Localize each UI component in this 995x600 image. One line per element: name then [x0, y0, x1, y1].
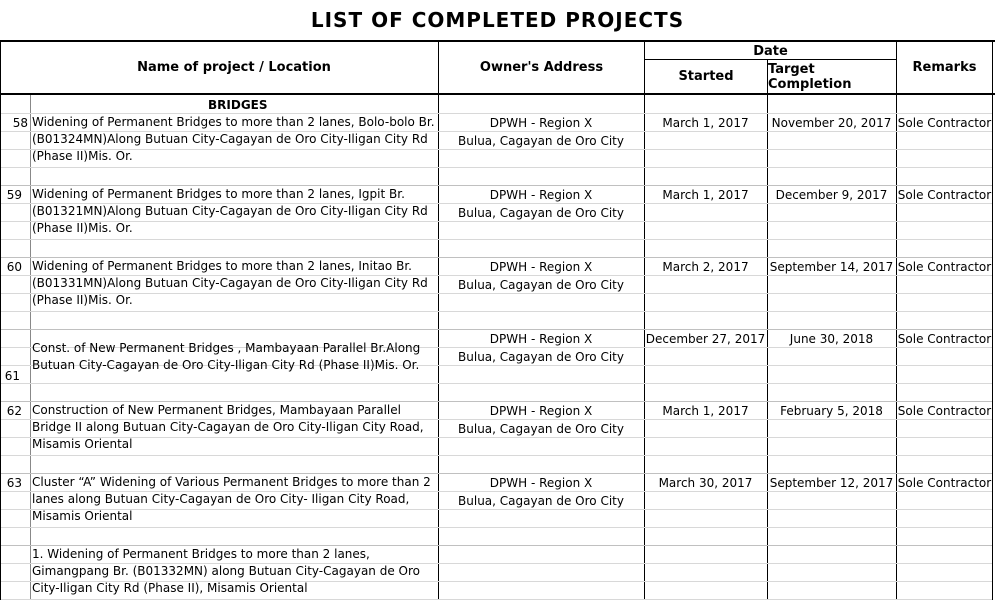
- header-target: Target Completion: [768, 61, 852, 92]
- grid-row-line: [1, 455, 992, 456]
- header-date: Date: [753, 43, 788, 59]
- remarks: Sole Contractor: [897, 404, 992, 418]
- target-date: December 9, 2017: [775, 188, 888, 202]
- remarks: Sole Contractor: [897, 260, 992, 274]
- header-started: Started: [678, 69, 734, 84]
- project-name: Widening of Permanent Bridges to more than 2 lanes, Igpit Br.(B01321MN)Along Butuan City-Cagayan de Oro City-Iligan City Rd (Phase II)Mis. Or.: [32, 187, 428, 235]
- owner-line2: Bulua, Cagayan de Oro City: [458, 278, 624, 292]
- row-number: 58: [12, 116, 28, 130]
- remarks: Sole Contractor: [897, 116, 992, 130]
- started-date: March 1, 2017: [662, 188, 749, 202]
- page-title: LIST OF COMPLETED PROJECTS: [310, 8, 685, 32]
- project-name: Widening of Permanent Bridges to more than 2 lanes, Bolo-bolo Br.(B01324MN)Along Butuan City-Cagayan de Oro City-Iligan City Rd (Phase II)Mis. Or.: [32, 115, 435, 163]
- row-number: 59: [6, 188, 22, 202]
- owner-line1: DPWH - Region X: [489, 260, 593, 274]
- row-number: 63: [6, 476, 22, 490]
- header-remarks: Remarks: [912, 60, 977, 75]
- started-date: March 30, 2017: [658, 476, 753, 490]
- owner-line2: Bulua, Cagayan de Oro City: [458, 134, 624, 148]
- target-date: June 30, 2018: [789, 332, 874, 346]
- row-separator: [1, 329, 992, 330]
- started-date: March 2, 2017: [662, 260, 749, 274]
- started-date: March 1, 2017: [662, 116, 749, 130]
- started-date: March 1, 2017: [662, 404, 749, 418]
- started-date: December 27, 2017: [645, 332, 766, 346]
- remarks: Sole Contractor: [897, 188, 992, 202]
- row-number: 60: [6, 260, 22, 274]
- target-date: November 20, 2017: [771, 116, 892, 130]
- owner-line1: DPWH - Region X: [489, 188, 593, 202]
- grid-row-line: [1, 383, 992, 384]
- project-name: Widening of Permanent Bridges to more than 2 lanes, Initao Br.(B01331MN)Along Butuan City-Cagayan de Oro City-Iligan City Rd (Phase II)Mis. Or.: [32, 259, 428, 307]
- owner-line1: DPWH - Region X: [489, 404, 593, 418]
- owner-line2: Bulua, Cagayan de Oro City: [458, 350, 624, 364]
- grid-row-line: [1, 239, 992, 240]
- section-label: BRIDGES: [208, 98, 268, 112]
- header-name: Name of project / Location: [137, 60, 331, 75]
- project-name: Cluster “A” Widening of Various Permanent Bridges to more than 2 lanes along Butuan City-Cagayan de Oro City- Iligan City Road, Misamis Oriental: [32, 475, 431, 523]
- project-name: Const. of New Permanent Bridges , Mambayaan Parallel Br.Along Butuan City-Cagayan de Oro City-Iligan City Rd (Phase II)Mis. Or.: [32, 341, 421, 372]
- target-date: September 14, 2017: [769, 260, 894, 274]
- target-date: September 12, 2017: [769, 476, 894, 490]
- owner-line2: Bulua, Cagayan de Oro City: [458, 206, 624, 220]
- remarks: Sole Contractor: [897, 332, 992, 346]
- row-number: 62: [6, 404, 22, 418]
- remarks: Sole Contractor: [897, 476, 992, 490]
- owner-line1: DPWH - Region X: [489, 476, 593, 490]
- target-date: February 5, 2018: [780, 404, 883, 418]
- owner-line2: Bulua, Cagayan de Oro City: [458, 494, 624, 508]
- owner-line2: Bulua, Cagayan de Oro City: [458, 422, 624, 436]
- owner-line1: DPWH - Region X: [489, 332, 593, 346]
- grid-row-line: [1, 311, 992, 312]
- project-name: Construction of New Permanent Bridges, Mambayaan Parallel Bridge II along Butuan City-Cagayan de Oro City-Iligan City Road, Misamis Oriental: [32, 403, 424, 451]
- sub-item-name: 1. Widening of Permanent Bridges to more than 2 lanes, Gimangpang Br. (B01332MN) along Butuan City-Cagayan de Oro City-Iligan City Rd (Phase II), Misamis Oriental: [32, 547, 420, 595]
- grid-row-line: [1, 167, 992, 168]
- grid-row-line: [1, 527, 992, 528]
- row-number: 61: [4, 369, 20, 383]
- owner-line1: DPWH - Region X: [489, 116, 593, 130]
- header-owner: Owner's Address: [479, 60, 604, 75]
